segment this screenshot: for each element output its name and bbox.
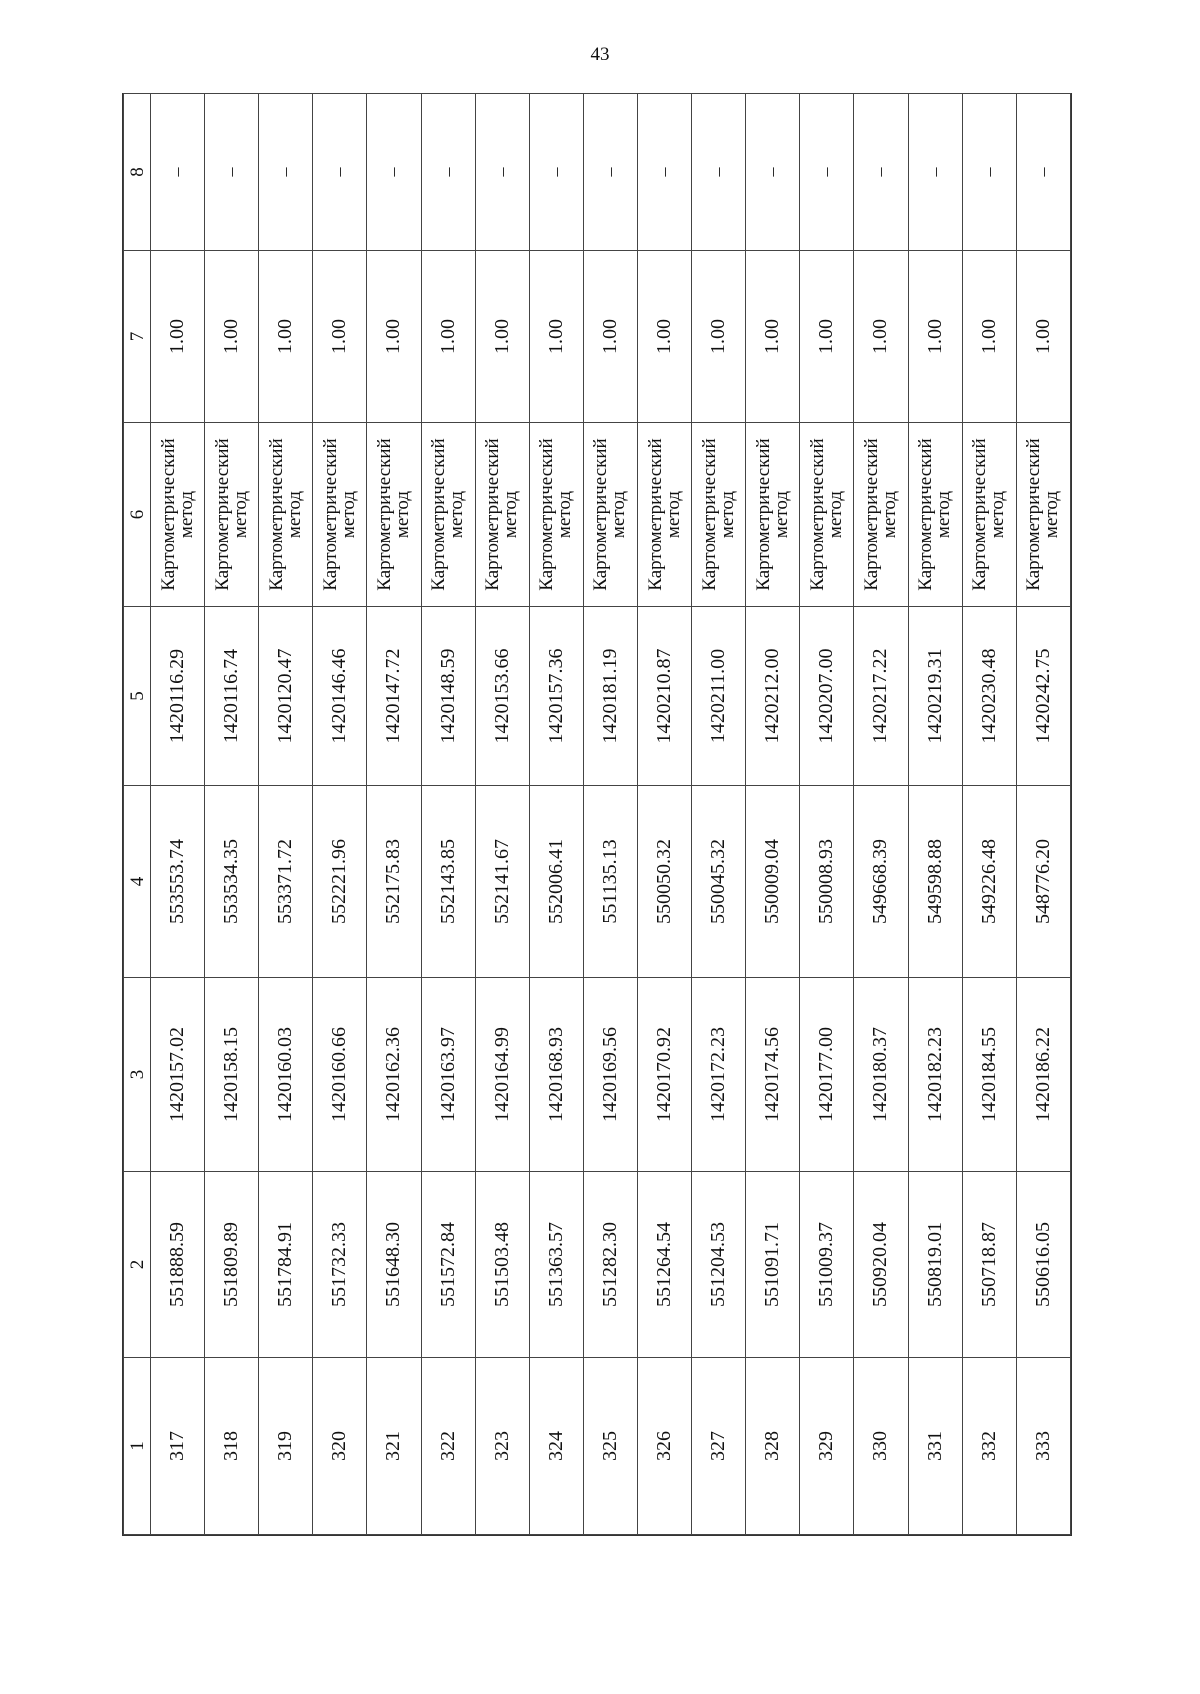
note-cell: – (367, 94, 421, 251)
y-coordinate-cell: 1420170.92 (637, 978, 691, 1172)
y-coordinate-cell: 1420180.37 (854, 978, 908, 1172)
accuracy-cell: 1.00 (746, 251, 800, 423)
y-coordinate-cell: 1420158.15 (205, 978, 259, 1172)
point-number-cell: 327 (692, 1358, 746, 1535)
point-number-cell: 331 (908, 1358, 962, 1535)
x2-coordinate-cell: 552221.96 (313, 786, 367, 978)
y-coordinate-cell: 1420172.23 (692, 978, 746, 1172)
table-row (529, 94, 583, 1535)
table-row (205, 94, 259, 1535)
method-cell: Картометрический метод (854, 423, 908, 607)
method-cell: Картометрический метод (1016, 423, 1070, 607)
note-cell: – (583, 94, 637, 251)
method-cell: Картометрический метод (908, 423, 962, 607)
x-coordinate-cell: 551204.53 (692, 1172, 746, 1358)
method-cell: Картометрический метод (205, 423, 259, 607)
point-number-cell: 332 (962, 1358, 1016, 1535)
accuracy-cell: 1.00 (259, 251, 313, 423)
x-coordinate-cell: 551091.71 (746, 1172, 800, 1358)
note-cell: – (205, 94, 259, 251)
x2-coordinate-cell: 551135.13 (583, 786, 637, 978)
x2-coordinate-cell: 552143.85 (421, 786, 475, 978)
y2-coordinate-cell: 1420148.59 (421, 607, 475, 786)
point-number-cell: 333 (1016, 1358, 1070, 1535)
table-row (746, 94, 800, 1535)
x2-coordinate-cell: 550050.32 (637, 786, 691, 978)
method-cell: Картометрический метод (800, 423, 854, 607)
y2-coordinate-cell: 1420230.48 (962, 607, 1016, 786)
x2-coordinate-cell: 553534.35 (205, 786, 259, 978)
y-coordinate-cell: 1420160.03 (259, 978, 313, 1172)
accuracy-cell: 1.00 (313, 251, 367, 423)
point-number-cell: 321 (367, 1358, 421, 1535)
note-cell: – (908, 94, 962, 251)
y2-coordinate-cell: 1420116.29 (151, 607, 205, 786)
point-number-cell: 330 (854, 1358, 908, 1535)
point-number-cell: 319 (259, 1358, 313, 1535)
table-row (854, 94, 908, 1535)
y2-coordinate-cell: 1420146.46 (313, 607, 367, 786)
x-coordinate-cell: 550920.04 (854, 1172, 908, 1358)
note-cell: – (475, 94, 529, 251)
header-row (124, 94, 151, 1535)
y2-coordinate-cell: 1420181.19 (583, 607, 637, 786)
y-coordinate-cell: 1420169.56 (583, 978, 637, 1172)
x2-coordinate-cell: 550045.32 (692, 786, 746, 978)
table-row (962, 94, 1016, 1535)
y-coordinate-cell: 1420164.99 (475, 978, 529, 1172)
y-coordinate-cell: 1420157.02 (151, 978, 205, 1172)
y2-coordinate-cell: 1420207.00 (800, 607, 854, 786)
method-cell: Картометрический метод (313, 423, 367, 607)
table-row (908, 94, 962, 1535)
x2-coordinate-cell: 553553.74 (151, 786, 205, 978)
method-cell: Картометрический метод (962, 423, 1016, 607)
accuracy-cell: 1.00 (529, 251, 583, 423)
table-row (421, 94, 475, 1535)
note-cell: – (746, 94, 800, 251)
x-coordinate-cell: 551363.57 (529, 1172, 583, 1358)
y2-coordinate-cell: 1420210.87 (637, 607, 691, 786)
method-cell: Картометрический метод (637, 423, 691, 607)
x2-coordinate-cell: 549668.39 (854, 786, 908, 978)
y2-coordinate-cell: 1420242.75 (1016, 607, 1070, 786)
note-cell: – (313, 94, 367, 251)
accuracy-cell: 1.00 (962, 251, 1016, 423)
table-row (637, 94, 691, 1535)
point-number-cell: 325 (583, 1358, 637, 1535)
x-coordinate-cell: 551648.30 (367, 1172, 421, 1358)
point-number-cell: 329 (800, 1358, 854, 1535)
column-header-5: 5 (124, 607, 151, 786)
x-coordinate-cell: 551282.30 (583, 1172, 637, 1358)
table-row (1016, 94, 1070, 1535)
x-coordinate-cell: 551009.37 (800, 1172, 854, 1358)
accuracy-cell: 1.00 (1016, 251, 1070, 423)
x-coordinate-cell: 550616.05 (1016, 1172, 1070, 1358)
accuracy-cell: 1.00 (800, 251, 854, 423)
y-coordinate-cell: 1420186.22 (1016, 978, 1070, 1172)
x-coordinate-cell: 551784.91 (259, 1172, 313, 1358)
table-row (151, 94, 205, 1535)
table-row (692, 94, 746, 1535)
column-header-8: 8 (124, 94, 151, 251)
accuracy-cell: 1.00 (151, 251, 205, 423)
point-number-cell: 328 (746, 1358, 800, 1535)
note-cell: – (421, 94, 475, 251)
note-cell: – (259, 94, 313, 251)
column-header-7: 7 (124, 251, 151, 423)
accuracy-cell: 1.00 (475, 251, 529, 423)
note-cell: – (962, 94, 1016, 251)
method-cell: Картометрический метод (529, 423, 583, 607)
y-coordinate-cell: 1420162.36 (367, 978, 421, 1172)
accuracy-cell: 1.00 (367, 251, 421, 423)
accuracy-cell: 1.00 (583, 251, 637, 423)
x-coordinate-cell: 550819.01 (908, 1172, 962, 1358)
x2-coordinate-cell: 552175.83 (367, 786, 421, 978)
x-coordinate-cell: 551732.33 (313, 1172, 367, 1358)
y2-coordinate-cell: 1420211.00 (692, 607, 746, 786)
note-cell: – (800, 94, 854, 251)
y-coordinate-cell: 1420177.00 (800, 978, 854, 1172)
note-cell: – (637, 94, 691, 251)
x-coordinate-cell: 551572.84 (421, 1172, 475, 1358)
y2-coordinate-cell: 1420157.36 (529, 607, 583, 786)
table-body (151, 94, 1071, 1535)
table-row (313, 94, 367, 1535)
y2-coordinate-cell: 1420212.00 (746, 607, 800, 786)
point-number-cell: 323 (475, 1358, 529, 1535)
x-coordinate-cell: 551888.59 (151, 1172, 205, 1358)
method-cell: Картометрический метод (151, 423, 205, 607)
coordinates-table (123, 93, 1071, 1535)
y-coordinate-cell: 1420174.56 (746, 978, 800, 1172)
table-row (475, 94, 529, 1535)
x2-coordinate-cell: 552006.41 (529, 786, 583, 978)
x2-coordinate-cell: 550009.04 (746, 786, 800, 978)
accuracy-cell: 1.00 (692, 251, 746, 423)
y-coordinate-cell: 1420168.93 (529, 978, 583, 1172)
x-coordinate-cell: 551503.48 (475, 1172, 529, 1358)
y2-coordinate-cell: 1420147.72 (367, 607, 421, 786)
x-coordinate-cell: 551809.89 (205, 1172, 259, 1358)
table-row (367, 94, 421, 1535)
method-cell: Картометрический метод (259, 423, 313, 607)
rotated-table-container (123, 94, 1071, 1535)
point-number-cell: 317 (151, 1358, 205, 1535)
column-header-1: 1 (124, 1358, 151, 1535)
column-header-2: 2 (124, 1172, 151, 1358)
x2-coordinate-cell: 550008.93 (800, 786, 854, 978)
y-coordinate-cell: 1420163.97 (421, 978, 475, 1172)
y2-coordinate-cell: 1420116.74 (205, 607, 259, 786)
method-cell: Картометрический метод (421, 423, 475, 607)
accuracy-cell: 1.00 (421, 251, 475, 423)
y2-coordinate-cell: 1420217.22 (854, 607, 908, 786)
method-cell: Картометрический метод (367, 423, 421, 607)
column-header-4: 4 (124, 786, 151, 978)
point-number-cell: 322 (421, 1358, 475, 1535)
y2-coordinate-cell: 1420153.66 (475, 607, 529, 786)
accuracy-cell: 1.00 (205, 251, 259, 423)
page-number: 43 (590, 44, 610, 65)
x2-coordinate-cell: 549598.88 (908, 786, 962, 978)
note-cell: – (692, 94, 746, 251)
accuracy-cell: 1.00 (908, 251, 962, 423)
x-coordinate-cell: 550718.87 (962, 1172, 1016, 1358)
accuracy-cell: 1.00 (637, 251, 691, 423)
note-cell: – (529, 94, 583, 251)
x2-coordinate-cell: 549226.48 (962, 786, 1016, 978)
method-cell: Картометрический метод (583, 423, 637, 607)
point-number-cell: 324 (529, 1358, 583, 1535)
table-row (259, 94, 313, 1535)
point-number-cell: 326 (637, 1358, 691, 1535)
y-coordinate-cell: 1420160.66 (313, 978, 367, 1172)
column-header-6: 6 (124, 423, 151, 607)
column-header-3: 3 (124, 978, 151, 1172)
y-coordinate-cell: 1420184.55 (962, 978, 1016, 1172)
note-cell: – (151, 94, 205, 251)
y-coordinate-cell: 1420182.23 (908, 978, 962, 1172)
note-cell: – (1016, 94, 1070, 251)
coordinates-table-frame (122, 93, 1072, 1536)
method-cell: Картометрический метод (475, 423, 529, 607)
accuracy-cell: 1.00 (854, 251, 908, 423)
method-cell: Картометрический метод (746, 423, 800, 607)
y2-coordinate-cell: 1420120.47 (259, 607, 313, 786)
x2-coordinate-cell: 548776.20 (1016, 786, 1070, 978)
x2-coordinate-cell: 552141.67 (475, 786, 529, 978)
table-row (800, 94, 854, 1535)
table-row (583, 94, 637, 1535)
y2-coordinate-cell: 1420219.31 (908, 607, 962, 786)
note-cell: – (854, 94, 908, 251)
x2-coordinate-cell: 553371.72 (259, 786, 313, 978)
point-number-cell: 318 (205, 1358, 259, 1535)
x-coordinate-cell: 551264.54 (637, 1172, 691, 1358)
point-number-cell: 320 (313, 1358, 367, 1535)
method-cell: Картометрический метод (692, 423, 746, 607)
